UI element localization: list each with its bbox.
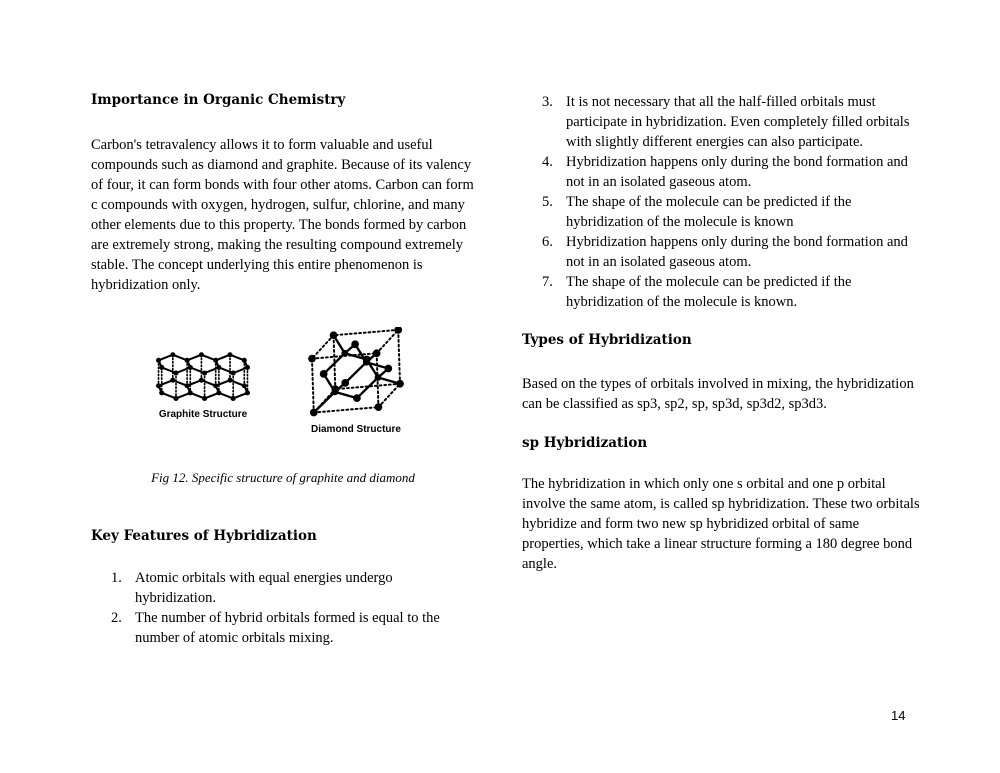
figure-caption: Fig 12. Specific structure of graphite and diamond xyxy=(151,470,415,485)
diamond-figure xyxy=(303,327,409,436)
diamond-structure-label: Diamond Structure xyxy=(310,424,401,435)
graphite-structure-label: Graphite Structure xyxy=(158,409,248,420)
graphite-layer-bonds xyxy=(159,355,248,399)
right-column xyxy=(522,92,924,574)
list-item xyxy=(522,192,924,232)
list-item xyxy=(522,92,924,152)
paragraph-carbon-tetravalency: Carbon's tetravalency allows it to form valuable and useful compounds such as diamond and graphite. Because of its valency of four, it can form bonds with four other atoms. Carbon can form c compounds with oxygen, hydrogen, sulfur, chlorine, and many other elements due to this property. The bonds formed by carbon are extremely strong, making the resulting compound extremely stable. The concept underlying this entire phenomenon is hybridization only. xyxy=(91,137,474,293)
list-item-text: It is not necessary that all the half-filled orbitals must participate in hybridization. Even completely filled orbitals with slightly different energies can also participate. xyxy=(566,94,910,150)
left-column xyxy=(91,92,475,648)
list-item-number: 2. xyxy=(111,610,122,626)
list-item-number: 5. xyxy=(542,194,553,210)
list-item-number: 3. xyxy=(542,94,553,110)
figure-structures xyxy=(91,327,475,436)
heading-key-features: Key Features of Hybridization xyxy=(91,528,317,544)
list-item xyxy=(522,152,924,192)
list-item-text: Hybridization happens only during the bond formation and not in an isolated gaseous atom. xyxy=(566,154,908,190)
list-item-text: Hybridization happens only during the bond formation and not in an isolated gaseous atom. xyxy=(566,234,908,270)
page-number: 14 xyxy=(891,708,906,723)
list-item-text: Atomic orbitals with equal energies undergo hybridization. xyxy=(135,570,393,606)
graphite-structure-diagram xyxy=(155,350,251,404)
list-item-text: The shape of the molecule can be predicted if the hybridization of the molecule is known. xyxy=(566,274,852,310)
key-features-list-continued xyxy=(522,92,924,312)
list-item xyxy=(522,232,924,272)
paragraph-sp-hybridization: The hybridization in which only one s orbital and one p orbital involve the same atom, is called sp hybridization. These two orbitals hybridize and form two new sp hybridized orbital of same properties, which take a linear structure forming a 180 degree bond angle. xyxy=(522,476,920,572)
graphite-interlayer-bonds xyxy=(159,355,248,399)
heading-importance-organic-chemistry: Importance in Organic Chemistry xyxy=(91,92,346,108)
list-item-number: 1. xyxy=(111,570,122,586)
list-item-number: 6. xyxy=(542,234,553,250)
list-item-number: 4. xyxy=(542,154,553,170)
key-features-list xyxy=(91,568,475,648)
graphite-figure xyxy=(155,350,251,421)
list-item xyxy=(91,568,475,608)
list-item-number: 7. xyxy=(542,274,553,290)
heading-types-of-hybridization: Types of Hybridization xyxy=(522,332,692,348)
list-item xyxy=(522,272,924,312)
graphite-atoms xyxy=(156,352,250,401)
diamond-structure-diagram xyxy=(303,327,409,419)
list-item xyxy=(91,608,475,648)
list-item-text: The number of hybrid orbitals formed is equal to the number of atomic orbitals mixing. xyxy=(135,610,440,646)
paragraph-types-of-hybridization: Based on the types of orbitals involved in mixing, the hybridization can be classified as sp3, sp2, sp, sp3d, sp3d2, sp3d3. xyxy=(522,376,914,412)
heading-sp-hybridization: sp Hybridization xyxy=(522,435,648,451)
list-item-text: The shape of the molecule can be predicted if the hybridization of the molecule is known xyxy=(566,194,852,230)
